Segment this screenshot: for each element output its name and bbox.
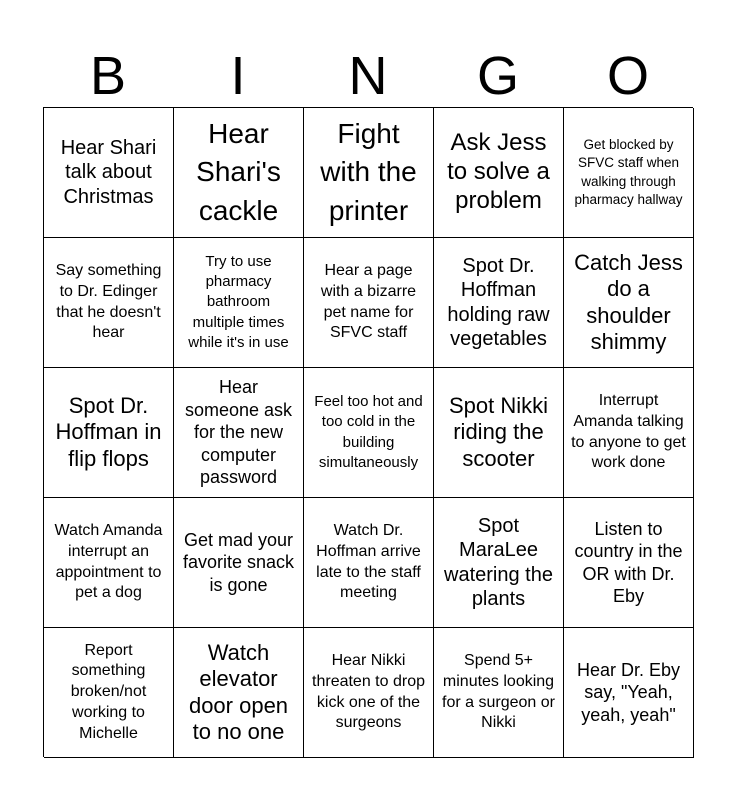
- header-letter-g: G: [476, 46, 519, 106]
- cell-text: Ask Jess to solve a problem: [447, 129, 550, 214]
- bingo-cell[interactable]: [564, 498, 694, 628]
- bingo-board: [43, 107, 693, 757]
- cell-text: Say something to Dr. Edinger that he doesn't hear: [55, 261, 162, 342]
- bingo-cell[interactable]: [564, 238, 694, 368]
- bingo-cell[interactable]: [304, 628, 434, 758]
- bingo-cell[interactable]: [304, 368, 434, 498]
- bingo-cell[interactable]: [44, 368, 174, 498]
- cell-text: Watch Dr. Hoffman arrive late to the staff meeting: [316, 521, 421, 602]
- bingo-cell[interactable]: [44, 238, 174, 368]
- bingo-cell[interactable]: [564, 108, 694, 238]
- cell-text: Get mad your favorite snack is gone: [182, 529, 295, 595]
- bingo-cell[interactable]: [434, 498, 564, 628]
- bingo-cell[interactable]: [434, 628, 564, 758]
- bingo-cell[interactable]: [304, 238, 434, 368]
- cell-text: Hear Nikki threaten to drop kick one of the surgeons: [312, 651, 425, 732]
- cell-text: Try to use pharmacy bathroom multiple times while it's in use: [188, 252, 289, 351]
- cell-text: Hear Shari's cackle: [196, 117, 281, 226]
- cell-text: Hear a page with a bizarre pet name for SFVC staff: [320, 261, 417, 342]
- cell-text: Catch Jess do a shoulder shimmy: [574, 249, 683, 354]
- bingo-cell[interactable]: [44, 108, 174, 238]
- cell-text: Spot Dr. Hoffman holding raw vegetables: [447, 254, 550, 350]
- bingo-cell[interactable]: [434, 238, 564, 368]
- bingo-cell[interactable]: [174, 628, 304, 758]
- cell-text: Watch Amanda interrupt an appointment to pet a dog: [54, 521, 163, 602]
- header-letter-b: B: [89, 46, 127, 106]
- header-letter-n: N: [348, 46, 388, 106]
- header-letter-o: O: [606, 46, 649, 106]
- cell-text: Fight with the printer: [320, 117, 417, 226]
- cell-text: Hear Dr. Eby say, "Yeah, yeah, yeah": [576, 659, 681, 725]
- cell-text: Spot Dr. Hoffman in flip flops: [55, 392, 162, 471]
- bingo-cell[interactable]: [174, 498, 304, 628]
- cell-text: Report something broken/not working to Michelle: [70, 641, 147, 742]
- cell-text: Watch elevator door open to no one: [188, 639, 289, 744]
- bingo-header: [43, 44, 693, 108]
- cell-text: Hear Shari talk about Christmas: [60, 136, 157, 208]
- bingo-cell[interactable]: [44, 498, 174, 628]
- cell-text: Listen to country in the OR with Dr. Eby: [574, 518, 683, 606]
- cell-text: Spot MaraLee watering the plants: [444, 514, 553, 610]
- header-letter-i: I: [230, 46, 246, 106]
- cell-text: Interrupt Amanda talking to anyone to get work done: [571, 391, 686, 472]
- cell-text: Spend 5+ minutes looking for a surgeon or Nikki: [442, 651, 555, 732]
- bingo-cell[interactable]: [434, 368, 564, 498]
- bingo-cell[interactable]: [174, 108, 304, 238]
- cell-text: Get blocked by SFVC staff when walking through pharmacy hallway: [574, 137, 683, 207]
- cell-text: Feel too hot and too cold in the building simultaneously: [314, 393, 423, 471]
- bingo-cell[interactable]: [44, 628, 174, 758]
- bingo-cell[interactable]: [304, 108, 434, 238]
- bingo-cell[interactable]: [174, 238, 304, 368]
- cell-text: Spot Nikki riding the scooter: [448, 392, 549, 471]
- cell-text: Hear someone ask for the new computer password: [184, 377, 293, 488]
- bingo-cell[interactable]: [564, 628, 694, 758]
- bingo-cell[interactable]: [564, 368, 694, 498]
- bingo-cell[interactable]: [174, 368, 304, 498]
- bingo-cell[interactable]: [434, 108, 564, 238]
- bingo-cell[interactable]: [304, 498, 434, 628]
